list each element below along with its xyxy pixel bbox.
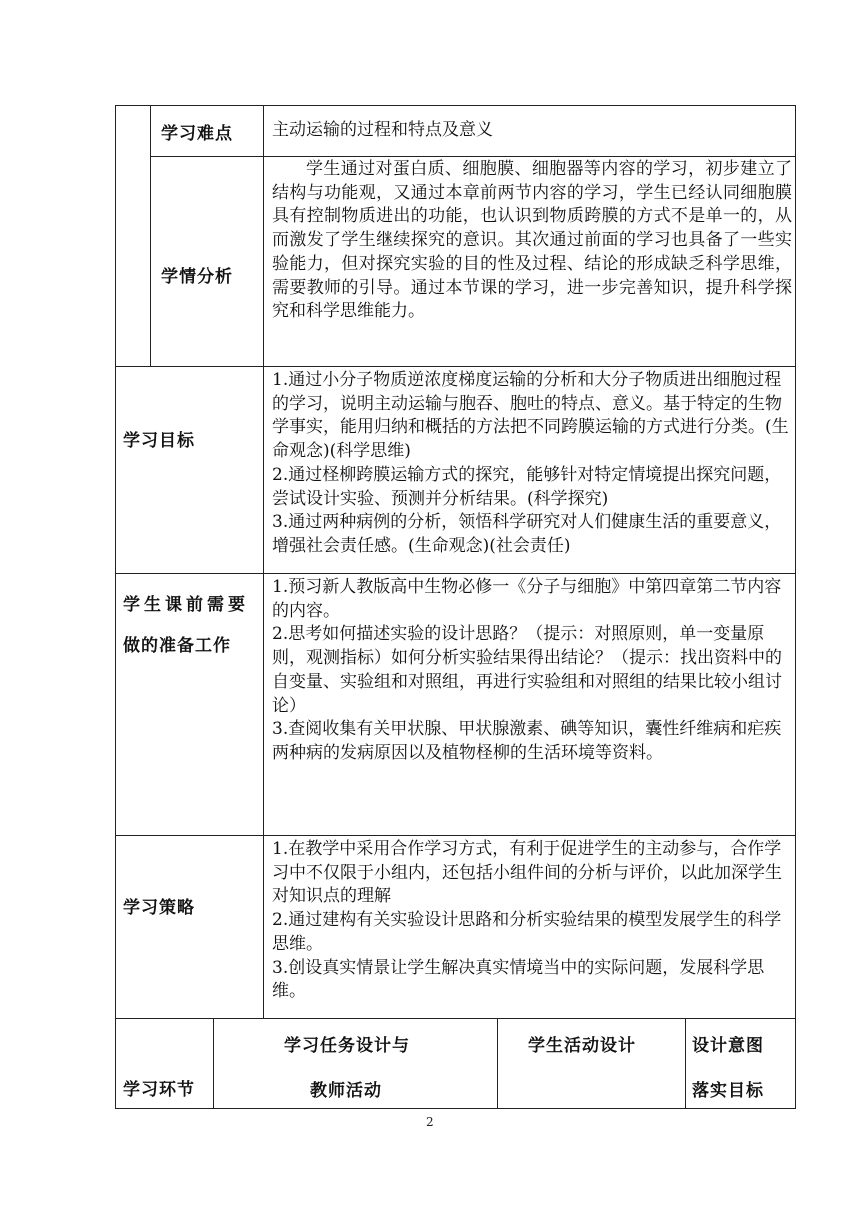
objectives-list <box>272 369 792 559</box>
page-number: 2 <box>426 1115 434 1129</box>
strategy-label: 学习策略 <box>123 898 195 918</box>
preparation-label-line2: 做的准备工作 <box>123 636 231 656</box>
strategy-list <box>272 838 792 1004</box>
difficulty-text: 主动运输的过程和特点及意义 <box>272 120 493 140</box>
difficulty-label: 学习难点 <box>161 124 233 144</box>
student-analysis-text: 学生通过对蛋白质、细胞膜、细胞器等内容的学习，初步建立了结构与功能观，又通过本章前两节内容的学习，学生已经认同细胞膜具有控制物质进出的功能，也认识到物质跨膜的方式不是单一的，从而激发了学生继续探究的意识。其次通过前面的学习也具备了一些实验能力，但对探究实验的目的性及过程、结论的形成缺乏科学思维，需要教师的引导。通过本节课的学习，进一步完善知识，提升科学探究和科学思维能力。 <box>272 159 792 322</box>
strategy-item: 1.在教学中采用合作学习方式，有利于促进学生的主动参与，合作学习中不仅限于小组内，还包括小组件间的分析与评价，以此加深学生对知识点的理解 <box>272 839 782 907</box>
objective-item: 3.通过两种病例的分析，领悟科学研究对人们健康生活的重要意义，增强社会责任感。(生命观念)(社会责任) <box>272 512 782 556</box>
student-analysis-label: 学情分析 <box>161 267 233 287</box>
strategy-item: 3.创设真实情景让学生解决真实情境当中的实际问题，发展科学思维。 <box>272 957 765 1002</box>
objectives-label: 学习目标 <box>123 431 195 451</box>
activity-header: 学生活动设计 <box>528 1036 636 1056</box>
stages-label: 学习环节 <box>123 1080 195 1100</box>
preparation-label-line1: 学生课前需要 <box>123 595 249 615</box>
preparation-list <box>272 576 792 766</box>
intent-header-line2: 落实目标 <box>692 1081 764 1101</box>
strategy-item: 2.通过建构有关实验设计思路和分析实验结果的模型发展学生的科学思维。 <box>272 910 782 954</box>
task-header-line1: 学习任务设计与 <box>284 1036 410 1056</box>
task-header-line2: 教师活动 <box>310 1081 382 1101</box>
preparation-item: 1.预习新人教版高中生物必修一《分子与细胞》中第四章第二节内容的内容。 <box>272 577 782 621</box>
preparation-item: 3.查阅收集有关甲状腺、甲状腺激素、碘等知识，囊性纤维病和疟疾两种病的发病原因以及植物柽柳的生活环境等资料。 <box>272 719 782 763</box>
objective-item: 1.通过小分子物质逆浓度梯度运输的分析和大分子物质进出细胞过程的学习，说明主动运输与胞吞、胞吐的特点、意义。基于特定的生物学事实，能用归纳和概括的方法把不同跨膜运输的方式进行分类。(生命观念)(科学思维) <box>272 370 789 462</box>
intent-header-line1: 设计意图 <box>692 1036 764 1056</box>
objective-item: 2.通过柽柳跨膜运输方式的探究，能够针对特定情境提出探究问题，尝试设计实验、预测并分析结果。(科学探究) <box>272 464 782 509</box>
preparation-item: 2.思考如何描述实验的设计思路？（提示：对照原则，单一变量原则，观测指标）如何分析实验结果得出结论？（提示：找出资料中的自变量、实验组和对照组，再进行实验组和对照组的结果比较小组讨论） <box>272 624 782 716</box>
